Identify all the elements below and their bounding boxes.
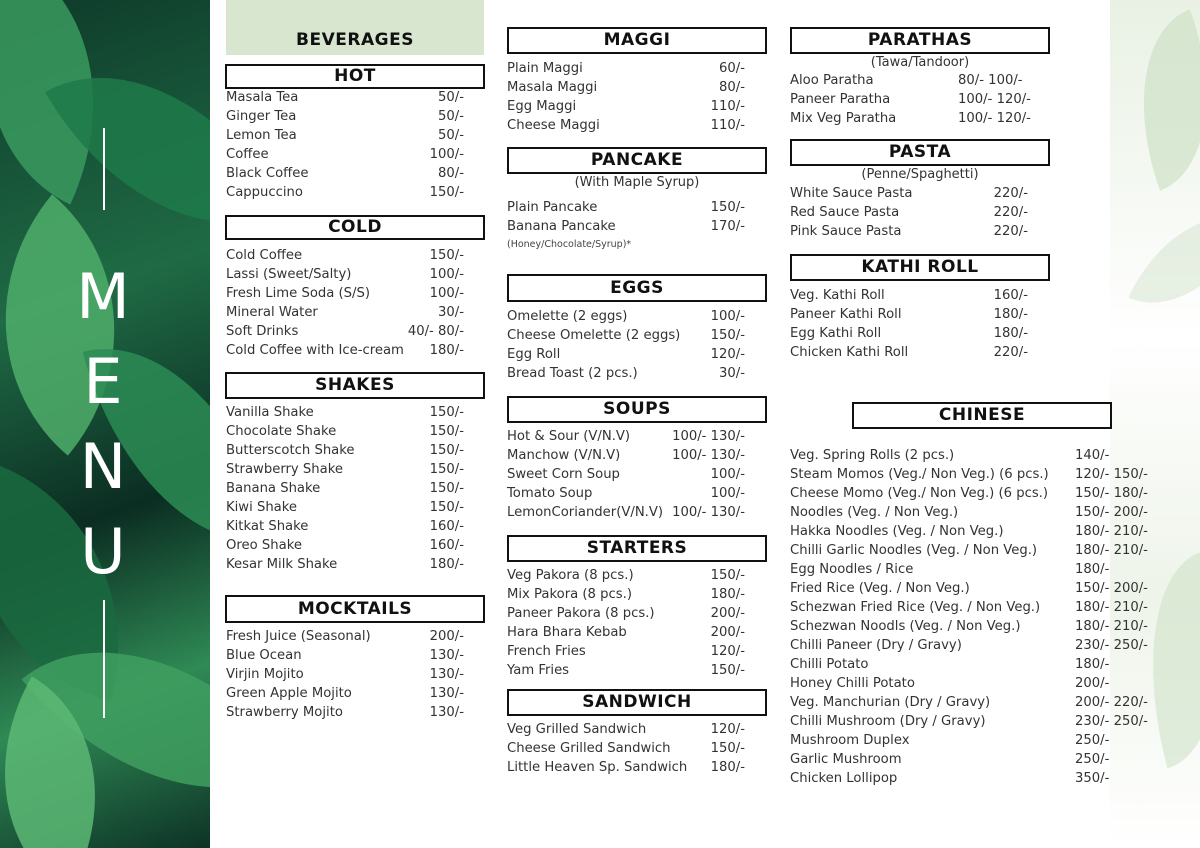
menu-item-row [790, 486, 1160, 505]
item-name: White Sauce Pasta [790, 186, 913, 201]
menu-line-top [103, 128, 105, 210]
item-name: Hot & Sour (V/N.V) [507, 429, 631, 444]
item-name: Chicken Kathi Roll [790, 345, 909, 360]
item-name: Green Apple Mojito [226, 686, 352, 701]
soups-list [507, 429, 747, 524]
item-name: Veg. Spring Rolls (2 pcs.) [790, 448, 955, 463]
menu-item-row [790, 600, 1160, 619]
item-name: Aloo Paratha [790, 73, 874, 88]
item-name: Chilli Potato [790, 657, 869, 672]
item-name: Red Sauce Pasta [790, 205, 900, 220]
menu-item-row [507, 429, 747, 448]
item-name: Veg. Manchurian (Dry / Gravy) [790, 695, 991, 710]
item-name: Sweet Corn Soup [507, 467, 620, 482]
item-name: Egg Roll [507, 347, 561, 362]
item-price: 180/- [429, 557, 464, 572]
item-price: 160/- [429, 538, 464, 553]
item-name: Fresh Juice (Seasonal) [226, 629, 371, 644]
mocktails-header: MOCKTAILS [225, 595, 485, 623]
item-price: 100/- [429, 147, 464, 162]
item-price: 110/- [710, 99, 745, 114]
menu-item-row [790, 676, 1160, 695]
menu-item-row [226, 686, 466, 705]
item-price: 150/- [429, 462, 464, 477]
item-price: 200/- 220/- [1075, 695, 1148, 710]
item-name: Mineral Water [226, 305, 318, 320]
pancake-subtitle: (With Maple Syrup) [574, 175, 700, 190]
pasta-header: PASTA [790, 139, 1050, 166]
item-name: Veg. Kathi Roll [790, 288, 885, 303]
item-price: 220/- [993, 345, 1028, 360]
menu-line-bottom [103, 600, 105, 718]
item-price: 100/- 120/- [958, 111, 1031, 126]
item-name: Oreo Shake [226, 538, 302, 553]
item-price: 180/- [710, 760, 745, 775]
menu-item-row [790, 111, 1050, 130]
menu-item-row [790, 619, 1160, 638]
maggi-header: MAGGI [507, 27, 767, 54]
menu-item-row [507, 505, 747, 524]
item-name: Chocolate Shake [226, 424, 337, 439]
menu-item-row [226, 629, 466, 648]
item-price: 220/- [993, 205, 1028, 220]
item-price: 150/- [429, 481, 464, 496]
item-price: 200/- [710, 606, 745, 621]
item-price: 30/- [438, 305, 464, 320]
menu-item-row [507, 219, 747, 238]
item-price: 180/- [1075, 657, 1110, 672]
item-price: 220/- [993, 224, 1028, 239]
item-name: Pink Sauce Pasta [790, 224, 902, 239]
menu-item-row [507, 99, 747, 118]
menu-item-row [790, 562, 1160, 581]
item-name: Schezwan Fried Rice (Veg. / Non Veg.) [790, 600, 1041, 615]
menu-letter-u: U [80, 515, 128, 588]
menu-item-row [226, 305, 466, 324]
item-price: 120/- [710, 644, 745, 659]
item-price: 200/- [429, 629, 464, 644]
menu-item-row [507, 722, 747, 741]
sandwich-header: SANDWICH [507, 689, 767, 716]
item-price: 250/- [1075, 752, 1110, 767]
menu-item-row [226, 147, 466, 166]
menu-item-row [790, 771, 1160, 790]
menu-item-row [226, 248, 466, 267]
item-name: Garlic Mushroom [790, 752, 902, 767]
item-name: Strawberry Shake [226, 462, 344, 477]
item-name: Manchow (V/N.V) [507, 448, 621, 463]
parathas-subtitle: (Tawa/Tandoor) [870, 55, 970, 70]
menu-item-row [226, 424, 466, 443]
menu-item-row [226, 324, 466, 343]
item-price: 150/- 200/- [1075, 505, 1148, 520]
item-price: 150/- [429, 185, 464, 200]
menu-item-row [226, 705, 466, 724]
item-name: Soft Drinks [226, 324, 299, 339]
item-price: 170/- [710, 219, 745, 234]
menu-item-row [507, 587, 747, 606]
item-name: Black Coffee [226, 166, 309, 181]
item-price: 150/- [429, 248, 464, 263]
menu-item-row [507, 606, 747, 625]
menu-item-row [790, 92, 1050, 111]
parathas-header: PARATHAS [790, 27, 1050, 54]
item-name: Strawberry Mojito [226, 705, 343, 720]
item-name: Fried Rice (Veg. / Non Veg.) [790, 581, 970, 596]
menu-item-row [790, 224, 1030, 243]
menu-item-row [507, 663, 747, 682]
item-price: 50/- [438, 90, 464, 105]
leaf-shape [1128, 189, 1200, 332]
item-price: 150/- [710, 328, 745, 343]
menu-letter-m: M [76, 260, 132, 333]
item-price: 150/- [429, 500, 464, 515]
pancake-header: PANCAKE [507, 147, 767, 174]
kathi-roll-list [790, 288, 1030, 364]
item-name: Masala Tea [226, 90, 299, 105]
hot-header: HOT [225, 64, 485, 89]
item-price: 110/- [710, 118, 745, 133]
item-name: Mushroom Duplex [790, 733, 910, 748]
item-price: 130/- [429, 667, 464, 682]
item-name: Cheese Omelette (2 eggs) [507, 328, 681, 343]
item-name: Veg Pakora (8 pcs.) [507, 568, 634, 583]
menu-item-row [790, 205, 1030, 224]
item-name: Little Heaven Sp. Sandwich [507, 760, 688, 775]
item-name: LemonCoriander(V/N.V) [507, 505, 664, 520]
item-price: 100/- [710, 486, 745, 501]
item-name: Honey Chilli Potato [790, 676, 915, 691]
menu-item-row [226, 343, 466, 362]
maggi-list [507, 61, 747, 137]
menu-item-row [790, 307, 1030, 326]
menu-item-row [507, 366, 747, 385]
item-name: Blue Ocean [226, 648, 302, 663]
item-price: 130/- [429, 648, 464, 663]
item-name: Egg Kathi Roll [790, 326, 882, 341]
item-name: Chilli Mushroom (Dry / Gravy) [790, 714, 986, 729]
mocktails-list [226, 629, 466, 724]
item-price: 150/- [429, 443, 464, 458]
item-price: 230/- 250/- [1075, 714, 1148, 729]
item-name: Plain Pancake [507, 200, 598, 215]
item-price: 250/- [1075, 733, 1110, 748]
sandwich-list [507, 722, 747, 779]
item-name: Banana Shake [226, 481, 321, 496]
kathi-roll-header: KATHI ROLL [790, 254, 1050, 281]
item-name: Cold Coffee [226, 248, 303, 263]
item-price: 180/- 210/- [1075, 543, 1148, 558]
item-name: Chilli Garlic Noodles (Veg. / Non Veg.) [790, 543, 1038, 558]
menu-item-row [507, 467, 747, 486]
menu-item-row [226, 667, 466, 686]
menu-item-row [507, 347, 747, 366]
menu-item-row [226, 500, 466, 519]
menu-item-row [790, 345, 1030, 364]
item-name: French Fries [507, 644, 586, 659]
item-name: Lemon Tea [226, 128, 297, 143]
item-name: Tomato Soup [507, 486, 593, 501]
item-price: 150/- 180/- [1075, 486, 1148, 501]
item-name: Butterscotch Shake [226, 443, 355, 458]
item-price: 100/- 120/- [958, 92, 1031, 107]
item-price: 150/- [710, 568, 745, 583]
item-price: 100/- 130/- [672, 448, 745, 463]
item-name: Bread Toast (2 pcs.) [507, 366, 638, 381]
menu-item-row [226, 538, 466, 557]
parathas-list [790, 73, 1050, 130]
item-price: 130/- [429, 705, 464, 720]
item-name: Cappuccino [226, 185, 303, 200]
item-name: Omelette (2 eggs) [507, 309, 628, 324]
menu-item-row [226, 109, 466, 128]
menu-item-row [790, 524, 1160, 543]
menu-item-row [226, 557, 466, 576]
menu-item-row [507, 568, 747, 587]
menu-letter-e: E [83, 345, 125, 418]
menu-item-row [507, 80, 747, 99]
item-name: Veg Grilled Sandwich [507, 722, 647, 737]
menu-item-row [790, 73, 1050, 92]
item-price: 150/- [710, 741, 745, 756]
leaf-shape [1110, 9, 1200, 190]
item-price: 180/- [710, 587, 745, 602]
menu-item-row [226, 185, 466, 204]
menu-item-row [790, 467, 1160, 486]
menu-letter-n: N [79, 430, 129, 503]
item-name: Cheese Momo (Veg./ Non Veg.) (6 pcs.) [790, 486, 1049, 501]
beverages-header: BEVERAGES [226, 0, 484, 55]
item-name: Vanilla Shake [226, 405, 314, 420]
item-name: Plain Maggi [507, 61, 583, 76]
menu-item-row [790, 733, 1160, 752]
item-price: 100/- [710, 309, 745, 324]
menu-item-row [226, 286, 466, 305]
menu-item-row [790, 543, 1160, 562]
menu-item-row [790, 505, 1160, 524]
menu-item-row [507, 118, 747, 137]
item-name: Yam Fries [507, 663, 570, 678]
item-price: 180/- 210/- [1075, 600, 1148, 615]
item-price: 230/- 250/- [1075, 638, 1148, 653]
item-price: 80/- [438, 166, 464, 181]
item-price: 150/- [429, 424, 464, 439]
item-name: Noodles (Veg. / Non Veg.) [790, 505, 959, 520]
menu-item-row [507, 741, 747, 760]
item-name: Virjin Mojito [226, 667, 304, 682]
menu-item-row [790, 288, 1030, 307]
menu-item-row [226, 267, 466, 286]
item-name: Hara Bhara Kebab [507, 625, 627, 640]
item-name: Cheese Grilled Sandwich [507, 741, 671, 756]
item-price: 160/- [993, 288, 1028, 303]
eggs-header: EGGS [507, 274, 767, 302]
item-price: 200/- [1075, 676, 1110, 691]
pancake-note: (Honey/Chocolate/Syrup)* [507, 239, 632, 250]
starters-list [507, 568, 747, 682]
menu-item-row [790, 581, 1160, 600]
item-price: 160/- [429, 519, 464, 534]
menu-item-row [226, 90, 466, 109]
item-price: 120/- [710, 722, 745, 737]
menu-item-row [507, 328, 747, 347]
item-price: 40/- 80/- [407, 324, 464, 339]
item-price: 180/- 210/- [1075, 619, 1148, 634]
hot-list [226, 90, 466, 204]
item-price: 100/- 130/- [672, 429, 745, 444]
menu-item-row [507, 644, 747, 663]
shakes-header: SHAKES [225, 372, 485, 399]
item-price: 350/- [1075, 771, 1110, 786]
item-price: 60/- [719, 61, 745, 76]
menu-item-row [226, 128, 466, 147]
menu-item-row [226, 462, 466, 481]
menu-item-row [790, 448, 1160, 467]
item-price: 80/- [719, 80, 745, 95]
menu-item-row [790, 657, 1160, 676]
menu-item-row [790, 752, 1160, 771]
item-price: 120/- [710, 347, 745, 362]
item-price: 120/- 150/- [1075, 467, 1148, 482]
item-name: Cold Coffee with Ice-cream [226, 343, 404, 358]
item-name: Paneer Kathi Roll [790, 307, 902, 322]
item-name: Cheese Maggi [507, 118, 600, 133]
chinese-header: CHINESE [852, 402, 1112, 429]
item-price: 180/- [429, 343, 464, 358]
item-name: Paneer Pakora (8 pcs.) [507, 606, 655, 621]
menu-item-row [507, 309, 747, 328]
soups-header: SOUPS [507, 396, 767, 423]
item-price: 50/- [438, 128, 464, 143]
item-name: Banana Pancake [507, 219, 616, 234]
item-price: 130/- [429, 686, 464, 701]
item-price: 100/- 130/- [672, 505, 745, 520]
chinese-list [790, 448, 1160, 790]
pancake-list [507, 200, 747, 238]
item-name: Egg Maggi [507, 99, 577, 114]
item-price: 200/- [710, 625, 745, 640]
item-name: Mix Pakora (8 pcs.) [507, 587, 632, 602]
item-price: 30/- [719, 366, 745, 381]
item-name: Egg Noodles / Rice [790, 562, 914, 577]
shakes-list [226, 405, 466, 576]
item-name: Ginger Tea [226, 109, 297, 124]
menu-item-row [507, 760, 747, 779]
item-price: 80/- 100/- [958, 73, 1023, 88]
menu-item-row [790, 638, 1160, 657]
item-price: 100/- [429, 267, 464, 282]
menu-item-row [226, 443, 466, 462]
item-price: 50/- [438, 109, 464, 124]
item-price: 100/- [710, 467, 745, 482]
cold-header: COLD [225, 215, 485, 240]
menu-title [0, 120, 210, 720]
item-name: Mix Veg Paratha [790, 111, 897, 126]
menu-item-row [226, 405, 466, 424]
menu-item-row [507, 448, 747, 467]
item-name: Hakka Noodles (Veg. / Non Veg.) [790, 524, 1004, 539]
item-price: 140/- [1075, 448, 1110, 463]
menu-item-row [226, 519, 466, 538]
item-name: Kesar Milk Shake [226, 557, 338, 572]
item-name: Steam Momos (Veg./ Non Veg.) (6 pcs.) [790, 467, 1049, 482]
item-price: 220/- [993, 186, 1028, 201]
item-price: 180/- 210/- [1075, 524, 1148, 539]
item-name: Fresh Lime Soda (S/S) [226, 286, 371, 301]
item-name: Lassi (Sweet/Salty) [226, 267, 352, 282]
item-price: 150/- [710, 663, 745, 678]
menu-item-row [790, 326, 1030, 345]
pasta-list [790, 186, 1030, 243]
item-name: Kiwi Shake [226, 500, 298, 515]
item-name: Kitkat Shake [226, 519, 309, 534]
pasta-subtitle: (Penne/Spaghetti) [861, 167, 979, 182]
item-name: Coffee [226, 147, 269, 162]
starters-header: STARTERS [507, 535, 767, 562]
item-name: Chilli Paneer (Dry / Gravy) [790, 638, 962, 653]
item-price: 180/- [993, 307, 1028, 322]
item-price: 150/- 200/- [1075, 581, 1148, 596]
item-name: Chicken Lollipop [790, 771, 898, 786]
item-price: 180/- [1075, 562, 1110, 577]
menu-item-row [507, 200, 747, 219]
menu-item-row [507, 61, 747, 80]
item-price: 150/- [710, 200, 745, 215]
menu-item-row [226, 648, 466, 667]
item-price: 100/- [429, 286, 464, 301]
menu-item-row [226, 481, 466, 500]
menu-item-row [507, 486, 747, 505]
menu-item-row [507, 625, 747, 644]
eggs-list [507, 309, 747, 385]
item-name: Masala Maggi [507, 80, 598, 95]
menu-item-row [226, 166, 466, 185]
item-price: 150/- [429, 405, 464, 420]
cold-list [226, 248, 466, 362]
menu-item-row [790, 695, 1160, 714]
item-name: Schezwan Noodls (Veg. / Non Veg.) [790, 619, 1021, 634]
menu-item-row [790, 186, 1030, 205]
item-price: 180/- [993, 326, 1028, 341]
menu-item-row [790, 714, 1160, 733]
item-name: Paneer Paratha [790, 92, 891, 107]
